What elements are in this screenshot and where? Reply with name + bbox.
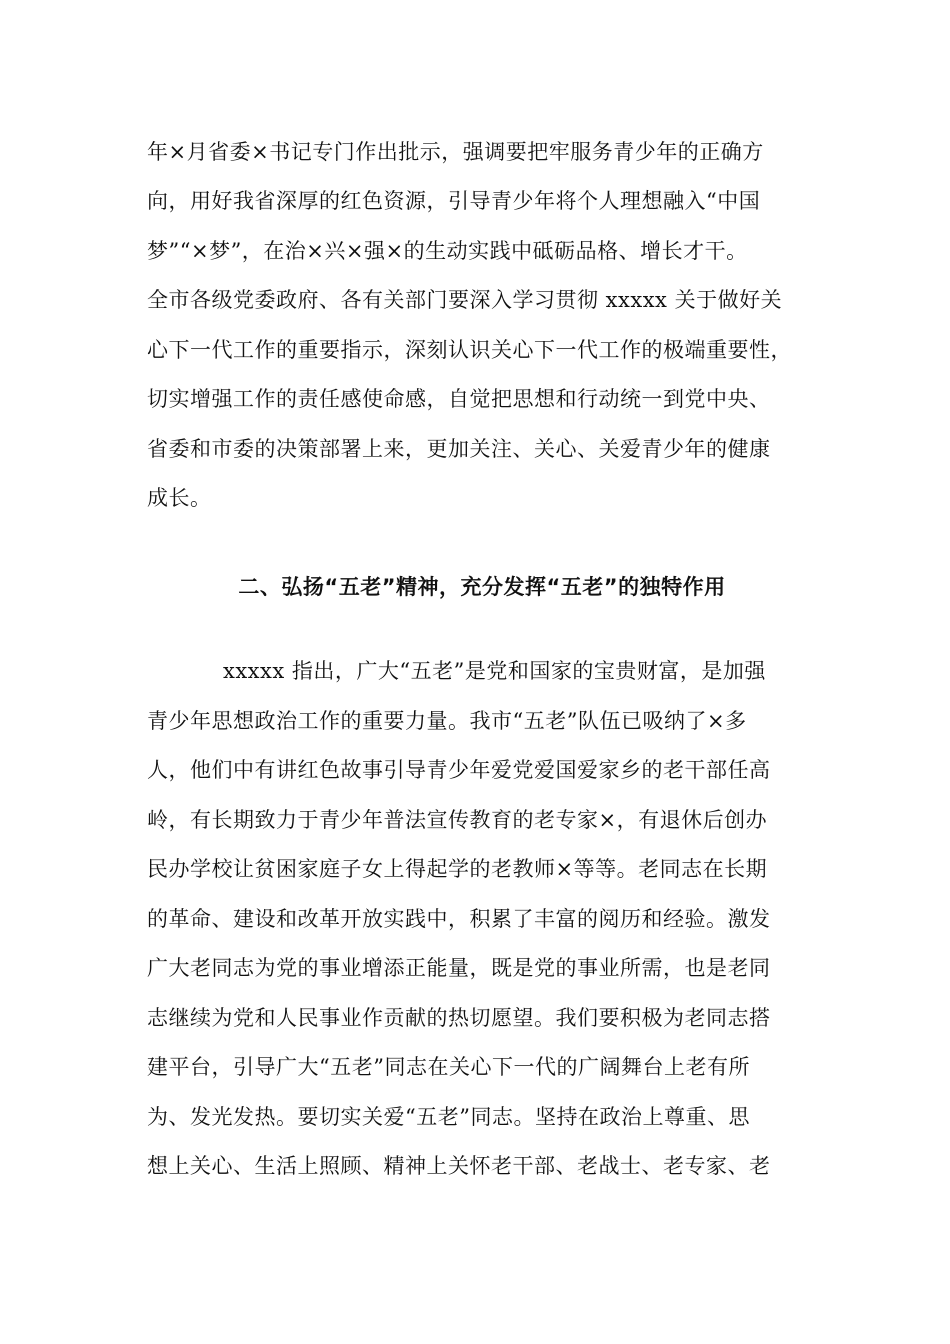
paragraph-line: 志继续为党和人民事业作贡献的热切愿望。我们要积极为老同志搭 [147,1006,771,1030]
paragraph-line: 年×月省委×书记专门作出批示，强调要把牢服务青少年的正确方 [147,140,764,164]
paragraph-line: 青少年思想政治工作的重要力量。我市“五老”队伍已吸纳了×多 [147,709,747,733]
paragraph-line: 切实增强工作的责任感使命感，自觉把思想和行动统一到党中央、 [147,387,771,411]
paragraph-line: 向，用好我省深厚的红色资源，引导青少年将个人理想融入“中国 [147,189,761,213]
paragraph-line: 全市各级党委政府、各有关部门要深入学习贯彻 xxxxx 关于做好关 [147,288,783,312]
paragraph-line: 省委和市委的决策部署上来，更加关注、关心、关爱青少年的健康 [147,437,771,461]
paragraph-line: 岭，有长期致力于青少年普法宣传教育的老专家×，有退休后创办 [147,808,768,832]
paragraph-line: 为、发光发热。要切实关爱“五老”同志。坚持在政治上尊重、思 [147,1105,750,1129]
paragraph-line: 想上关心、生活上照顾、精神上关怀老干部、老战士、老专家、老 [147,1154,771,1178]
section-heading: 二、弘扬“五老”精神，充分发挥“五老”的独特作用 [238,575,726,599]
paragraph-line: 梦”“×梦”，在治×兴×强×的生动实践中砥砺品格、增长才干。 [147,239,748,263]
paragraph-line: 的革命、建设和改革开放实践中，积累了丰富的阅历和经验。激发 [147,907,771,931]
paragraph-line: 心下一代工作的重要指示，深刻认识关心下一代工作的极端重要性， [147,338,792,362]
paragraph-line: 建平台，引导广大“五老”同志在关心下一代的广阔舞台上老有所 [147,1055,750,1079]
paragraph-line: 成长。 [147,486,212,510]
paragraph-line: 广大老同志为党的事业增添正能量，既是党的事业所需，也是老同 [147,956,771,980]
paragraph-line: 民办学校让贫困家庭子女上得起学的老教师×等等。老同志在长期 [147,857,768,881]
paragraph-line: xxxxx 指出，广大“五老”是党和国家的宝贵财富，是加强 [223,659,766,683]
paragraph-line: 人，他们中有讲红色故事引导青少年爱党爱国爱家乡的老干部任高 [147,758,771,782]
